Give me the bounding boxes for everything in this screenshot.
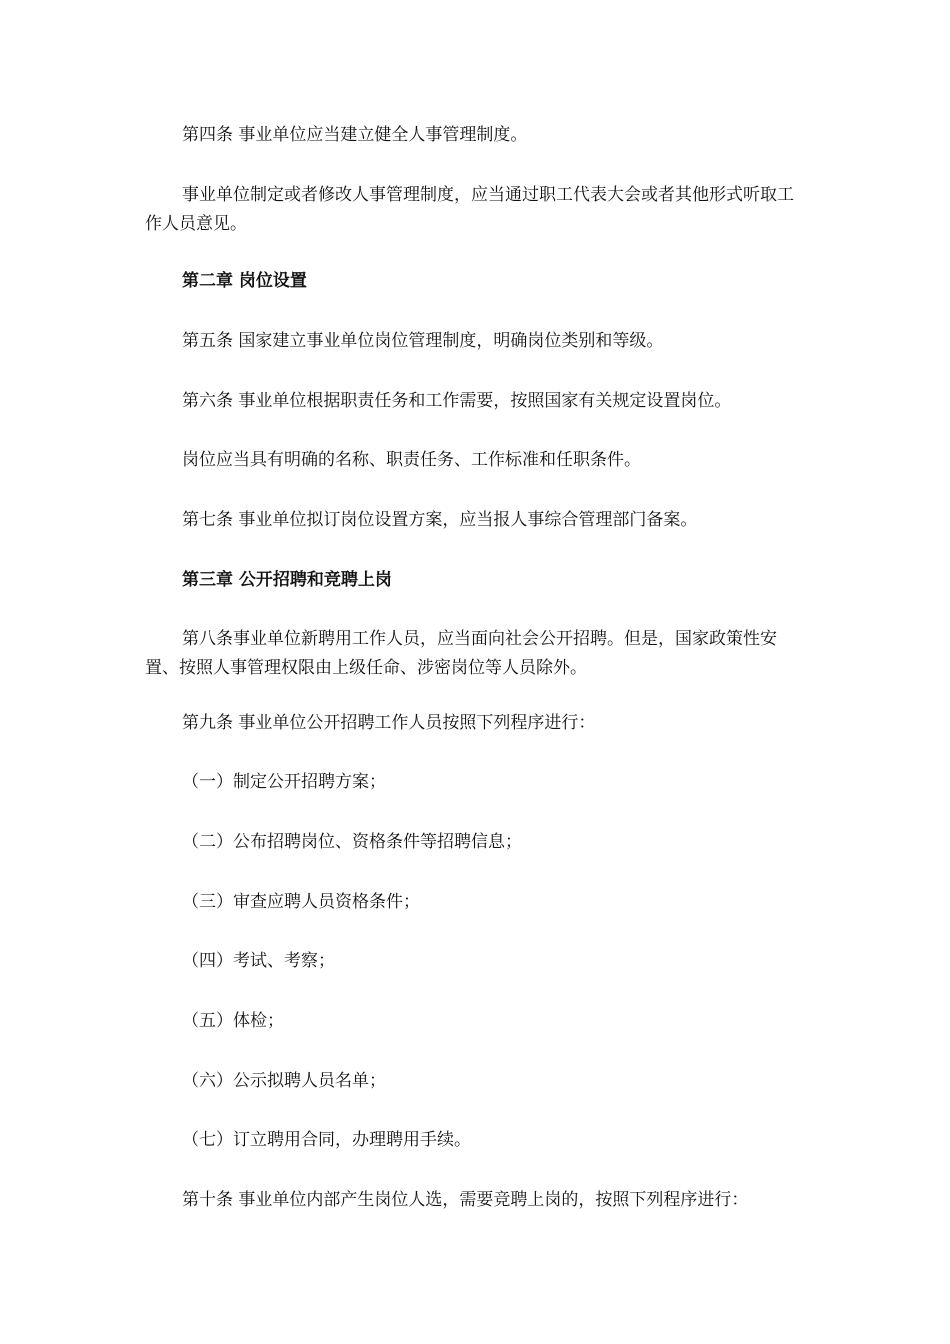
article-9: 第九条 事业单位公开招聘工作人员按照下列程序进行：: [182, 713, 596, 733]
article-7: 第七条 事业单位拟订岗位设置方案，应当报人事综合管理部门备案。: [182, 510, 698, 530]
article-8: 第八条事业单位新聘用工作人员，应当面向社会公开招聘。但是，国家政策性安置、按照人事管理权限由上级任命、涉密岗位等人员除外。: [145, 629, 777, 678]
list-item-2: （二）公布招聘岗位、资格条件等招聘信息；: [182, 832, 522, 852]
article-6: 第六条 事业单位根据职责任务和工作需要，按照国家有关规定设置岗位。: [182, 391, 732, 411]
list-item-1: （一）制定公开招聘方案；: [182, 772, 386, 792]
article-4-paragraph-2: 事业单位制定或者修改人事管理制度，应当通过职工代表大会或者其他形式听取工作人员意见。: [145, 185, 794, 234]
article-4: 第四条 事业单位应当建立健全人事管理制度。: [182, 125, 528, 145]
article-6-paragraph-2: 岗位应当具有明确的名称、职责任务、工作标准和任职条件。: [182, 450, 641, 470]
article-5: 第五条 国家建立事业单位岗位管理制度，明确岗位类别和等级。: [182, 331, 664, 351]
list-item-6: （六）公示拟聘人员名单；: [182, 1071, 386, 1091]
chapter-3-heading: 第三章 公开招聘和竞聘上岗: [182, 570, 392, 590]
list-item-4: （四）考试、考察；: [182, 951, 335, 971]
chapter-2-heading: 第二章 岗位设置: [182, 271, 307, 291]
list-item-3: （三）审查应聘人员资格条件；: [182, 892, 420, 912]
list-item-7: （七）订立聘用合同，办理聘用手续。: [182, 1130, 471, 1150]
article-10: 第十条 事业单位内部产生岗位人选，需要竞聘上岗的，按照下列程序进行：: [182, 1190, 749, 1210]
list-item-5: （五）体检；: [182, 1011, 284, 1031]
